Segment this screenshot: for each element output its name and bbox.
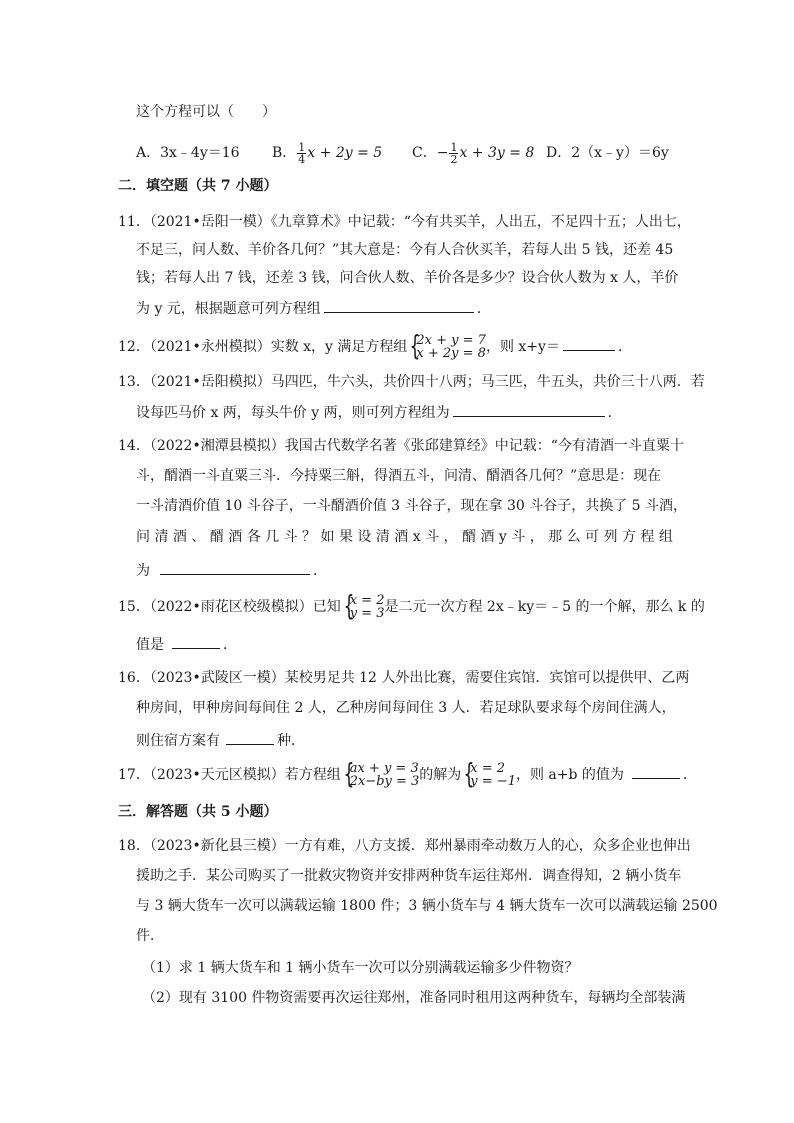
q13-line-2: 设每匹马价 x 两，每头牛价 y 两，则可列方程组为 ． <box>136 402 622 423</box>
q11-line-4: 为 y 元，根据题意可列方程组 ． <box>136 298 491 319</box>
solution-pair: { x = 2 y = −1 <box>461 762 516 788</box>
q14-line-1: 14．（2022•湘潭县模拟）我国古代数学名著《张邱建算经》中记载：“今有清酒一斗直粟十 <box>118 438 684 454</box>
answer-blank[interactable] <box>453 402 605 417</box>
answer-blank[interactable] <box>160 560 310 575</box>
fraction: $\frac{1}{2}$ <box>450 140 458 166</box>
q12-line: 12．（2021•永州模拟）实数 x，y 满足方程组 { 2x + y = 7 x + 2y = 8 ，则 x+y＝ ． <box>118 332 632 362</box>
equation-system: { 2x + y = 7 x + 2y = 8 <box>407 334 486 360</box>
q18-part-2: （2）现有 3100 件物资需要再次运往郑州，准备同时租用这两种货车，每辆均全部装满 <box>142 990 686 1006</box>
section-title-solutions: 三．解答题（共 5 小题） <box>118 804 278 820</box>
answer-blank[interactable] <box>226 730 274 745</box>
section-title-fill-in: 二．填空题（共 7 小题） <box>118 178 278 194</box>
q14-line-2: 斗，醑酒一斗直粟三斗．今持粟三斛，得酒五斗，问清、醑酒各几何？”意思是：现在 <box>136 468 662 484</box>
q18-part-1: （1）求 1 辆大货车和 1 辆小货车一次可以分别满载运输多少件物资？ <box>142 960 579 976</box>
equation-system: { ax + y = 3 2x−by = 3 <box>341 762 420 788</box>
q18-line-3: 与 3 辆大货车一次可以满载运输 1800 件；3 辆小货车与 4 辆大货车一次可以满载运输 2500 <box>136 898 718 914</box>
q17-line: 17．（2023•天元区模拟）若方程组 { ax + y = 3 2x−by = 3 的解为 { x = 2 y = −1 ，则 a+b 的值为 ． <box>118 760 697 790</box>
answer-blank[interactable] <box>324 298 474 313</box>
solution-pair: { x = 2 y = 3 <box>341 594 385 620</box>
answer-blank[interactable] <box>172 634 220 649</box>
q18-line-2: 援助之手．某公司购买了一批救灾物资并安排两种货车运往郑州．调查得知，2 辆小货车 <box>136 868 682 884</box>
q10-option-c: C．− $\frac{1}{2}$ x + 3y = 8 <box>412 140 535 166</box>
q13-line-1: 13．（2021•岳阳模拟）马四匹，牛六头，共价四十八两；马三匹，牛五头，共价三十八两．若 <box>118 374 705 390</box>
fraction: $\frac{1}{4}$ <box>298 140 306 166</box>
q14-line-4: 问 清 酒 、 醑 酒 各 几 斗 ？ 如 果 设 清 酒 x 斗 ， 醑 酒 y 斗 ， 那 么 可 列 方 程 组 <box>136 529 673 545</box>
q14-line-5: 为 ． <box>136 560 327 581</box>
q10-option-a: A．3x﹣4y＝16 <box>136 145 240 161</box>
q15-line-1: 15．（2022•雨花区校级模拟）已知 { x = 2 y = 3 是二元一次方程 2x﹣ky＝﹣5 的一个解，那么 k 的 <box>118 592 705 622</box>
q11-line-3: 钱；若每人出 7 钱，还差 3 钱，问合伙人数、羊价各是多少？设合伙人数为 x 人，羊价 <box>136 270 679 286</box>
q18-line-1: 18．（2023•新化县三模）一方有难，八方支援．郑州暴雨牵动数万人的心，众多企业也伸出 <box>118 838 691 854</box>
q10-stem-end: 这个方程可以（ ） <box>136 104 276 120</box>
q18-line-4: 件． <box>136 928 164 944</box>
q10-option-b: B． $\frac{1}{4}$ x + 2y = 5 <box>272 140 383 166</box>
q15-line-2: 值是 ． <box>136 634 237 655</box>
q16-line-2: 种房间，甲种房间每间住 2 人，乙种房间每间住 3 人．若足球队要求每个房间住满人， <box>136 700 676 716</box>
q16-line-3: 则住宿方案有 种． <box>136 730 305 751</box>
q11-line-2: 不足三，问人数、羊价各几何？”其大意是：今有人合伙买羊，若每人出 5 钱，还差 45 <box>136 242 674 258</box>
q10-option-d: D．2（x﹣y）＝6y <box>546 145 669 161</box>
q16-line-1: 16．（2023•武陵区一模）某校男足共 12 人外出比赛，需要住宾馆．宾馆可以提供甲、乙两 <box>118 670 690 686</box>
q14-line-3: 一斗清酒价值 10 斗谷子，一斗醑酒价值 3 斗谷子，现在拿 30 斗谷子，共换了 5 斗酒， <box>136 498 688 514</box>
answer-blank[interactable] <box>632 764 680 779</box>
q11-line-1: 11．（2021•岳阳一模）《九章算术》中记载：“今有共买羊，人出五，不足四十五；人出七， <box>118 214 691 230</box>
answer-blank[interactable] <box>563 336 615 351</box>
